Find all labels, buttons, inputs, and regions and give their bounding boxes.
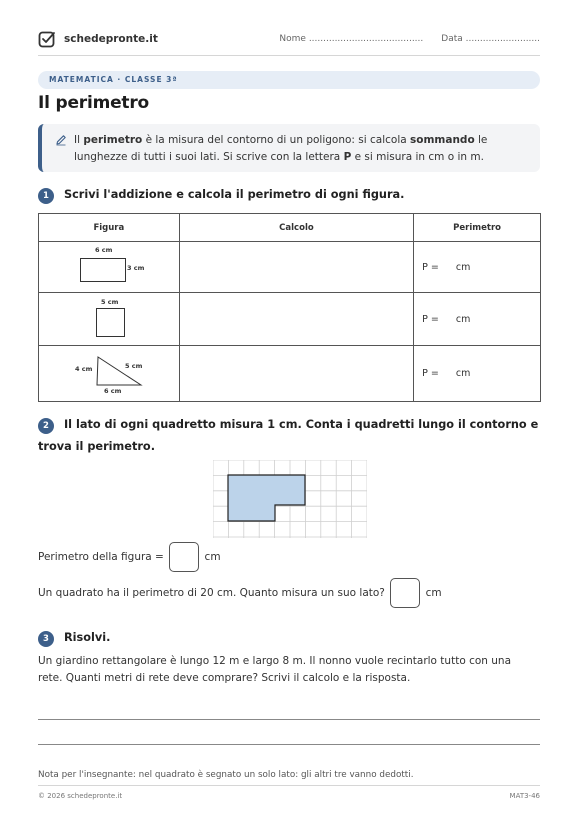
site-logo — [38, 30, 158, 48]
date-field[interactable]: Data .......................... — [441, 34, 540, 44]
question-1-header — [38, 184, 404, 206]
column-header-figura: Figura — [39, 214, 180, 242]
question-text: Il lato di ogni quadretto misura 1 cm. Conta i quadretti lungo il contorno e trova il perimetro. — [38, 418, 539, 453]
square-shape — [96, 308, 125, 337]
perimeter-cell[interactable]: P = cm — [414, 346, 541, 402]
figures-table — [38, 213, 541, 402]
perimeter-cell[interactable]: P = cm — [414, 293, 541, 346]
answer-box[interactable] — [169, 542, 199, 572]
question-3-header — [38, 627, 110, 649]
sheet-code: MAT3-46 — [509, 792, 540, 800]
rectangle-figure: 6 cm 3 cm — [39, 242, 180, 293]
square-question-line: Un quadrato ha il perimetro di 20 cm. Quanto misura un suo lato? cm — [38, 578, 442, 608]
answer-line[interactable] — [38, 744, 540, 745]
l-shaped-polygon — [228, 475, 305, 521]
question-2-header — [38, 414, 543, 458]
subject-label: MATEMATICA · CLASSE 3ª — [49, 75, 178, 84]
name-date-fields — [279, 34, 540, 44]
square-figure: 5 cm — [39, 293, 180, 346]
checkbox-logo-icon — [38, 30, 56, 48]
rectangle-shape — [80, 258, 126, 282]
page-title: Il perimetro — [38, 93, 150, 113]
perimeter-answer-line: Perimetro della figura = cm — [38, 542, 221, 572]
name-field[interactable]: Nome ........................................ — [279, 34, 424, 44]
answer-box[interactable] — [390, 578, 420, 608]
question-number: 2 — [38, 418, 54, 434]
question-text: Scrivi l'addizione e calcola il perimetro di ogni figura. — [63, 188, 405, 201]
column-header-perimetro: Perimetro — [414, 214, 541, 242]
table-row — [39, 346, 541, 402]
info-text: Il perimetro è la misura del contorno di un poligono: si calcola sommando le lunghezze di tutti i suoi lati. Si scrive con la lettera P e si misura in cm o in m. — [74, 134, 488, 163]
triangle-shape — [94, 356, 144, 388]
header-divider — [38, 55, 540, 56]
calculation-cell[interactable] — [179, 346, 413, 402]
calculation-cell[interactable] — [179, 242, 413, 293]
copyright: © 2026 schedepronte.it — [38, 792, 123, 800]
answer-line[interactable] — [38, 719, 540, 720]
question-number: 3 — [38, 631, 54, 647]
calculation-cell[interactable] — [179, 293, 413, 346]
footer-divider — [38, 785, 540, 786]
pencil-icon — [55, 134, 67, 146]
perimeter-cell[interactable]: P = cm — [414, 242, 541, 293]
triangle-figure: 4 cm 5 cm 6 cm — [39, 346, 180, 402]
teacher-note: Nota per l'insegnante: nel quadrato è segnato un solo lato: gli altri tre vanno dedotti. — [38, 770, 414, 780]
site-name: schedepronte.it — [64, 33, 158, 45]
question-text: Risolvi. — [63, 631, 111, 644]
table-row — [39, 242, 541, 293]
grid-figure — [213, 460, 367, 538]
info-box — [38, 124, 540, 172]
table-row — [39, 293, 541, 346]
question-number: 1 — [38, 188, 54, 204]
problem-text: Un giardino rettangolare è lungo 12 m e largo 8 m. Il nonno vuole recintarlo tutto con una rete. Quanti metri di rete deve comprare? Scrivi il calcolo e la risposta. — [38, 655, 512, 684]
subject-pill — [38, 71, 540, 89]
column-header-calcolo: Calcolo — [179, 214, 413, 242]
